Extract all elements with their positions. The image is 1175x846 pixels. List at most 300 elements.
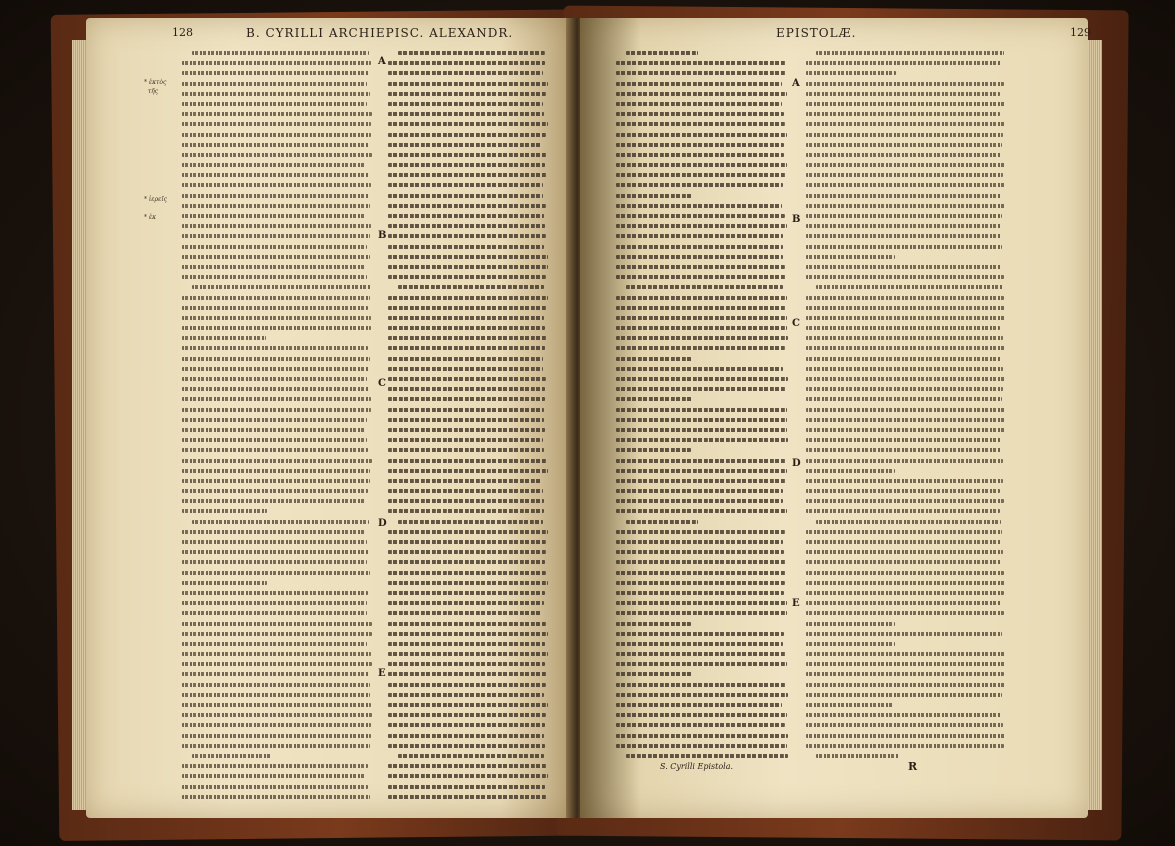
right-running-head: EPISTOLÆ. [776, 26, 857, 40]
text-line [806, 741, 1006, 751]
left-greek-column [182, 48, 372, 802]
text-line [182, 619, 372, 629]
text-line [388, 160, 548, 170]
text-line [806, 170, 1006, 180]
text-line [806, 99, 1006, 109]
text-line [388, 466, 548, 476]
text-line [182, 191, 372, 201]
text-line [388, 79, 548, 89]
text-line [616, 89, 788, 99]
text-line [806, 568, 1006, 578]
text-line [806, 119, 1006, 129]
text-line [388, 771, 548, 781]
text-line [616, 79, 788, 89]
text-line [616, 354, 788, 364]
text-line [182, 333, 372, 343]
text-line [806, 323, 1006, 333]
text-line [806, 58, 1006, 68]
text-line [806, 731, 1006, 741]
text-line [616, 303, 788, 313]
text-line [182, 537, 372, 547]
text-line [616, 415, 788, 425]
section-letter-a-right: A [792, 78, 800, 89]
text-line [616, 150, 788, 160]
text-line [616, 506, 788, 516]
text-line [388, 456, 548, 466]
text-line [616, 48, 788, 58]
text-line [616, 231, 788, 241]
text-line [182, 252, 372, 262]
text-line [616, 486, 788, 496]
text-line [616, 201, 788, 211]
text-line [388, 639, 548, 649]
text-line [182, 659, 372, 669]
text-line [182, 48, 372, 58]
text-line [388, 751, 548, 761]
text-line [388, 313, 548, 323]
text-line [388, 761, 548, 771]
text-line [388, 537, 548, 547]
left-running-head: B. CYRILLI ARCHIEPISC. ALEXANDR. [246, 26, 514, 40]
text-line [616, 476, 788, 486]
text-line [806, 669, 1006, 679]
text-line [182, 68, 372, 78]
text-line [182, 710, 372, 720]
text-line [616, 170, 788, 180]
text-line [182, 578, 372, 588]
text-line [616, 425, 788, 435]
text-line [806, 578, 1006, 588]
closing-line: S. Cyrilli Epistola. [660, 762, 734, 771]
text-line [388, 89, 548, 99]
text-line [388, 272, 548, 282]
text-line [388, 527, 548, 537]
text-line [616, 191, 788, 201]
text-line [616, 313, 788, 323]
text-line [182, 669, 372, 679]
text-line [388, 619, 548, 629]
text-line [388, 792, 548, 802]
text-line [182, 313, 372, 323]
text-line [182, 374, 372, 384]
text-line [388, 445, 548, 455]
text-line [388, 476, 548, 486]
text-line [616, 568, 788, 578]
text-line [806, 130, 1006, 140]
text-line [182, 293, 372, 303]
text-line [806, 466, 1006, 476]
text-line [388, 170, 548, 180]
text-line [388, 486, 548, 496]
text-line [806, 303, 1006, 313]
text-line [806, 282, 1006, 292]
text-line [616, 741, 788, 751]
text-line [182, 282, 372, 292]
text-line [616, 537, 788, 547]
text-line [806, 180, 1006, 190]
text-line [616, 262, 788, 272]
text-line [182, 588, 372, 598]
text-line [388, 435, 548, 445]
text-line [182, 496, 372, 506]
text-line [806, 394, 1006, 404]
text-line [388, 517, 548, 527]
text-line [806, 191, 1006, 201]
text-line [806, 150, 1006, 160]
text-line [806, 425, 1006, 435]
text-line [182, 761, 372, 771]
text-line [616, 557, 788, 567]
left-page [86, 18, 574, 818]
section-letter-c-left: C [378, 378, 386, 389]
text-line [616, 180, 788, 190]
text-line [388, 547, 548, 557]
left-latin-column [388, 48, 548, 802]
text-line [616, 731, 788, 741]
text-line [182, 476, 372, 486]
text-line [388, 150, 548, 160]
text-line [806, 710, 1006, 720]
text-line [806, 517, 1006, 527]
text-line [616, 649, 788, 659]
text-line [616, 109, 788, 119]
text-line [182, 343, 372, 353]
text-line [182, 639, 372, 649]
section-letter-d-right: D [792, 458, 801, 469]
text-line [182, 445, 372, 455]
text-line [616, 58, 788, 68]
text-line [616, 405, 788, 415]
text-line [182, 771, 372, 781]
section-letter-a-left: A [378, 56, 386, 67]
text-line [806, 242, 1006, 252]
text-line [388, 425, 548, 435]
text-line [182, 160, 372, 170]
text-line [182, 79, 372, 89]
text-line [388, 496, 548, 506]
text-line [182, 150, 372, 160]
text-line [388, 659, 548, 669]
text-line [182, 109, 372, 119]
text-line [806, 333, 1006, 343]
text-line [388, 333, 548, 343]
text-line [388, 700, 548, 710]
text-line [182, 731, 372, 741]
text-line [806, 160, 1006, 170]
text-line [388, 221, 548, 231]
text-line [806, 751, 1006, 761]
text-line [616, 99, 788, 109]
text-line [388, 720, 548, 730]
text-line [616, 669, 788, 679]
text-line [616, 384, 788, 394]
page-edges-right [1088, 40, 1102, 810]
section-letter-b-right: B [792, 214, 801, 225]
text-line [616, 242, 788, 252]
text-line [182, 242, 372, 252]
text-line [616, 333, 788, 343]
text-line [388, 140, 548, 150]
text-line [616, 252, 788, 262]
text-line [616, 751, 788, 761]
text-line [182, 394, 372, 404]
right-page [580, 18, 1091, 818]
text-line [806, 405, 1006, 415]
section-letter-d-left: D [378, 518, 387, 529]
text-line [806, 252, 1006, 262]
text-line [182, 741, 372, 751]
text-line [616, 517, 788, 527]
text-line [806, 221, 1006, 231]
text-line [616, 466, 788, 476]
text-line [388, 262, 548, 272]
text-line [182, 782, 372, 792]
text-line [182, 547, 372, 557]
text-line [806, 690, 1006, 700]
right-page-number: 129 [1070, 26, 1091, 39]
text-line [806, 201, 1006, 211]
text-line [806, 140, 1006, 150]
text-line [616, 130, 788, 140]
text-line [616, 394, 788, 404]
text-line [388, 680, 548, 690]
text-line [388, 690, 548, 700]
text-line [616, 720, 788, 730]
text-line [616, 608, 788, 618]
text-line [806, 506, 1006, 516]
left-margin-notes: * ἐκτὸς τῆς * ἱερεῖς * ἐκ [144, 79, 167, 221]
text-line [806, 537, 1006, 547]
text-line [388, 364, 548, 374]
text-line [182, 680, 372, 690]
text-line [806, 680, 1006, 690]
text-line [388, 68, 548, 78]
text-line [616, 619, 788, 629]
text-line [806, 486, 1006, 496]
text-line [616, 690, 788, 700]
text-line [388, 191, 548, 201]
text-line [616, 293, 788, 303]
text-line [806, 527, 1006, 537]
text-line [388, 130, 548, 140]
left-page-number: 128 [172, 26, 193, 39]
text-line [806, 384, 1006, 394]
right-greek-column [806, 48, 1006, 761]
text-line [182, 649, 372, 659]
text-line [182, 170, 372, 180]
text-line [806, 211, 1006, 221]
text-line [182, 608, 372, 618]
text-line [616, 496, 788, 506]
text-line [388, 588, 548, 598]
text-line [388, 394, 548, 404]
text-line [616, 456, 788, 466]
text-line [616, 343, 788, 353]
text-line [182, 720, 372, 730]
text-line [182, 58, 372, 68]
text-line [388, 293, 548, 303]
text-line [616, 629, 788, 639]
text-line [616, 598, 788, 608]
text-line [388, 506, 548, 516]
text-line [182, 354, 372, 364]
text-line [806, 659, 1006, 669]
text-line [806, 68, 1006, 78]
text-line [182, 272, 372, 282]
right-latin-column [616, 48, 788, 761]
signature-mark: R [908, 760, 918, 773]
text-line [388, 629, 548, 639]
text-line [806, 313, 1006, 323]
text-line [616, 119, 788, 129]
section-letter-e-right: E [792, 598, 800, 609]
text-line [806, 456, 1006, 466]
text-line [806, 231, 1006, 241]
text-line [806, 445, 1006, 455]
text-line [616, 272, 788, 282]
text-line [616, 700, 788, 710]
section-letter-b-left: B [378, 230, 387, 241]
text-line [182, 99, 372, 109]
text-line [806, 272, 1006, 282]
text-line [616, 323, 788, 333]
text-line [388, 180, 548, 190]
text-line [182, 262, 372, 272]
text-line [182, 384, 372, 394]
text-line [388, 710, 548, 720]
text-line [182, 119, 372, 129]
text-line [388, 252, 548, 262]
text-line [806, 496, 1006, 506]
text-line [616, 160, 788, 170]
text-line [182, 568, 372, 578]
text-line [616, 659, 788, 669]
text-line [388, 48, 548, 58]
text-line [616, 445, 788, 455]
text-line [806, 79, 1006, 89]
text-line [388, 608, 548, 618]
text-line [806, 415, 1006, 425]
text-line [616, 680, 788, 690]
text-line [806, 354, 1006, 364]
text-line [182, 405, 372, 415]
text-line [806, 48, 1006, 58]
text-line [806, 629, 1006, 639]
text-line [806, 262, 1006, 272]
text-line [388, 354, 548, 364]
text-line [806, 343, 1006, 353]
text-line [388, 109, 548, 119]
text-line [616, 374, 788, 384]
text-line [388, 568, 548, 578]
text-line [388, 557, 548, 567]
text-line [182, 792, 372, 802]
text-line [806, 547, 1006, 557]
text-line [806, 89, 1006, 99]
text-line [388, 242, 548, 252]
text-line [388, 731, 548, 741]
text-line [182, 486, 372, 496]
section-letter-c-right: C [792, 318, 800, 329]
text-line [182, 130, 372, 140]
text-line [616, 282, 788, 292]
text-line [182, 629, 372, 639]
text-line [388, 343, 548, 353]
text-line [806, 639, 1006, 649]
text-line [388, 741, 548, 751]
text-line [806, 435, 1006, 445]
text-line [616, 639, 788, 649]
text-line [616, 211, 788, 221]
text-line [388, 374, 548, 384]
text-line [388, 119, 548, 129]
text-line [388, 303, 548, 313]
text-line [806, 374, 1006, 384]
text-line [806, 109, 1006, 119]
text-line [182, 221, 372, 231]
text-line [616, 710, 788, 720]
text-line [388, 649, 548, 659]
text-line [182, 456, 372, 466]
text-line [182, 364, 372, 374]
text-line [388, 598, 548, 608]
text-line [182, 140, 372, 150]
text-line [182, 435, 372, 445]
text-line [616, 140, 788, 150]
text-line [806, 700, 1006, 710]
text-line [616, 527, 788, 537]
text-line [616, 547, 788, 557]
text-line [182, 557, 372, 567]
text-line [182, 323, 372, 333]
text-line [388, 231, 548, 241]
text-line [182, 598, 372, 608]
text-line [182, 517, 372, 527]
text-line [388, 282, 548, 292]
text-line [616, 435, 788, 445]
page-edges-left [72, 40, 86, 810]
text-line [806, 588, 1006, 598]
text-line [182, 415, 372, 425]
text-line [388, 405, 548, 415]
text-line [388, 578, 548, 588]
text-line [616, 221, 788, 231]
text-line [182, 180, 372, 190]
text-line [388, 669, 548, 679]
text-line [806, 557, 1006, 567]
text-line [388, 99, 548, 109]
text-line [182, 425, 372, 435]
text-line [388, 211, 548, 221]
text-line [182, 690, 372, 700]
text-line [616, 588, 788, 598]
text-line [616, 364, 788, 374]
text-line [388, 384, 548, 394]
text-line [388, 201, 548, 211]
text-line [182, 751, 372, 761]
text-line [806, 619, 1006, 629]
text-line [388, 58, 548, 68]
text-line [806, 364, 1006, 374]
text-line [616, 578, 788, 588]
text-line [806, 649, 1006, 659]
text-line [182, 89, 372, 99]
text-line [806, 598, 1006, 608]
text-line [182, 211, 372, 221]
text-line [388, 415, 548, 425]
text-line [182, 506, 372, 516]
text-line [616, 68, 788, 78]
